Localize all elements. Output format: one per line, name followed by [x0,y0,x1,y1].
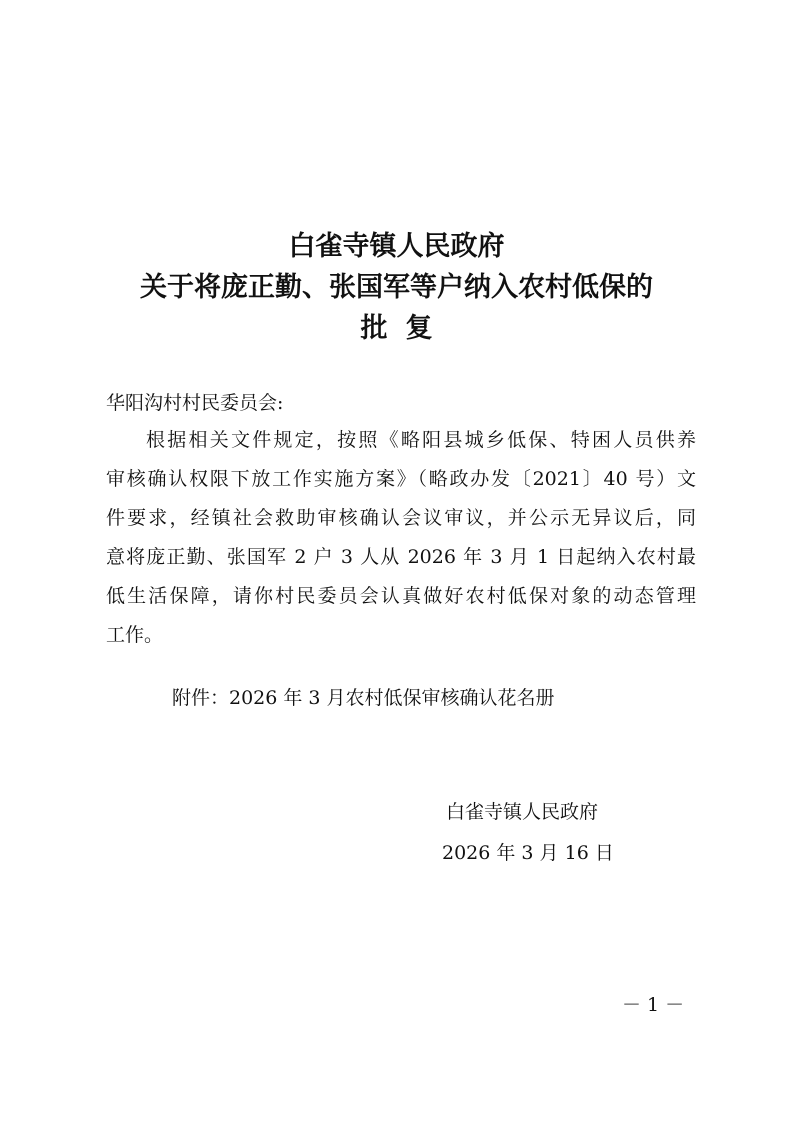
document-title-line-2: 关于将庞正勤、张国军等户纳入农村低保的 [140,272,653,303]
signature-date: 2026 年 3 月 16 日 [442,842,614,864]
body-line-2: 审核确认权限下放工作实施方案》（略政办发〔2021〕40 号）文 [106,468,696,490]
document-title-line-3: 批复 [360,313,451,344]
body-line-3: 件要求，经镇社会救助审核确认会议审议，并公示无异议后，同 [106,507,696,529]
body-paragraph [106,421,696,655]
body-line-6: 工作。 [106,624,164,646]
body-line-4: 意将庞正勤、张国军 2 户 3 人从 2026 年 3 月 1 日起纳入农村最 [106,546,696,568]
body-line-1: 根据相关文件规定，按照《略阳县城乡低保、特困人员供养 [146,429,696,451]
attachment-note: 附件：2026 年 3 月农村低保审核确认花名册 [172,687,555,709]
signature-organization: 白雀寺镇人民政府 [446,801,599,823]
page-number: － 1 － [622,994,685,1016]
body-line-5: 低生活保障，请你村民委员会认真做好农村低保对象的动态管理 [106,585,696,607]
document-title-line-1: 白雀寺镇人民政府 [288,231,505,262]
addressee: 华阳沟村村民委员会: [106,392,284,414]
